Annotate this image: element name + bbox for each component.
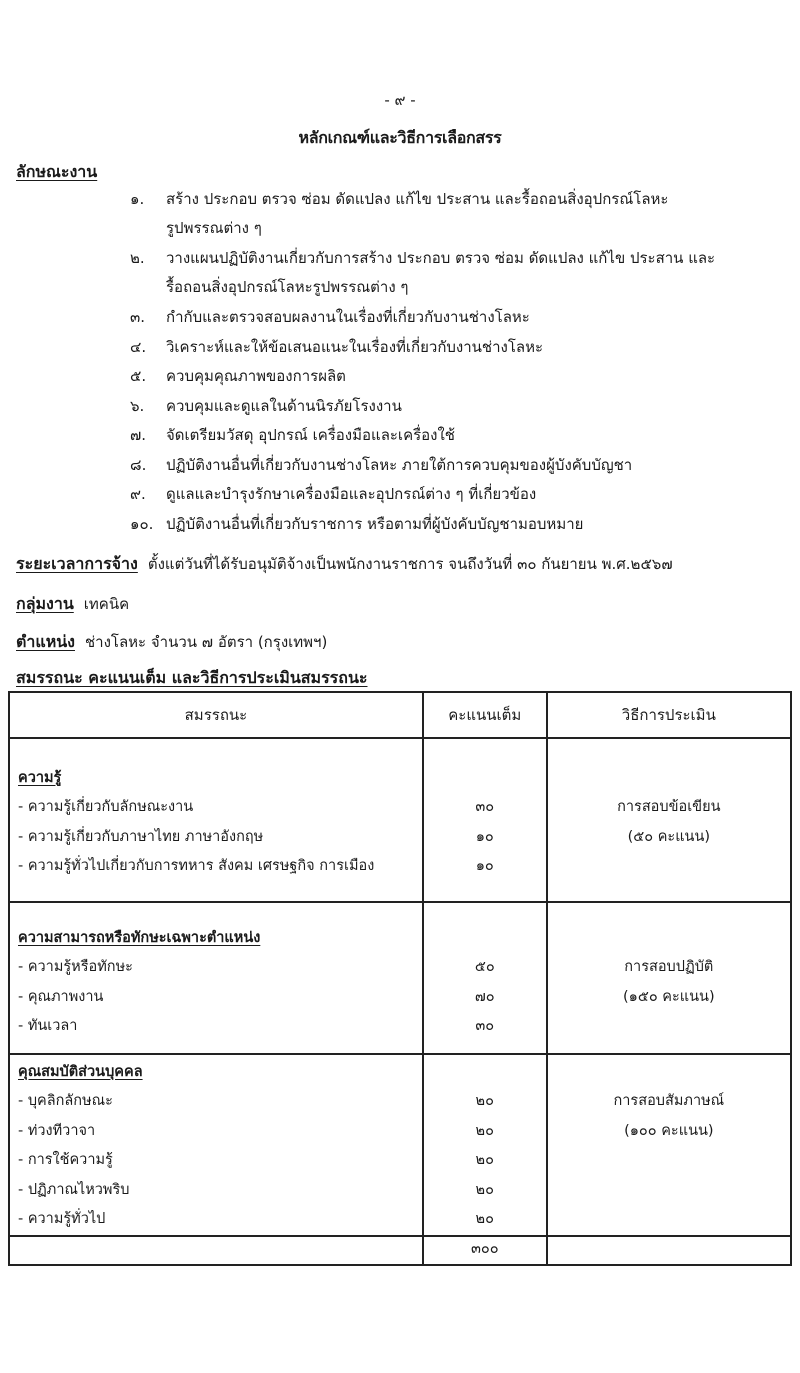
table-row: [9, 902, 791, 1054]
position: [16, 630, 327, 655]
table-row: [9, 1054, 791, 1236]
method-points: (๑๕๐ คะแนน): [623, 988, 715, 1005]
item-name: - ปฏิภาณไหวพริบ: [18, 1181, 130, 1198]
job-item-2-cont: รื้อถอนสิ่งอุปกรณ์โลหะรูปพรรณต่าง ๆ: [166, 278, 409, 296]
group-title: ความรู้: [18, 770, 62, 786]
method-points: (๑๐๐ คะแนน): [624, 1122, 714, 1139]
item-text: ดูแลและบำรุงรักษาเครื่องมือและอุปกรณ์ต่าง ๆ ที่เกี่ยวข้อง: [166, 485, 537, 503]
item-name: - ความรู้เกี่ยวกับภาษาไทย ภาษาอังกฤษ: [18, 828, 264, 845]
group-knowledge-method: [547, 738, 791, 902]
group-title: ความสามารถหรือทักษะเฉพาะตำแหน่ง: [18, 930, 261, 946]
position-label: ตำแหน่ง: [16, 632, 75, 651]
total-method-cell: [547, 1236, 791, 1265]
item-score: ๓๐: [475, 1018, 495, 1034]
item-name: - บุคลิกลักษณะ: [18, 1093, 113, 1109]
item-number: ๖.: [130, 397, 145, 415]
method-points: (๕๐ คะแนน): [627, 828, 711, 845]
item-score: ๕๐: [474, 959, 495, 975]
item-score: ๑๐: [475, 828, 494, 845]
item-name: - ทันเวลา: [18, 1018, 78, 1034]
total-label-cell: [9, 1236, 423, 1265]
item-name: - ความรู้ทั่วไป: [18, 1211, 106, 1227]
item-number: ๗.: [130, 426, 147, 444]
item-score: ๓๐: [475, 799, 495, 815]
item-text: วางแผนปฏิบัติงานเกี่ยวกับการสร้าง ประกอบ ตรวจ ซ่อม ดัดแปลง แก้ไข ประสาน และ: [166, 249, 716, 267]
method-name: การสอบข้อเขียน: [617, 799, 721, 815]
group-personal-scores: [423, 1054, 547, 1236]
item-number: ๑๐.: [130, 515, 154, 533]
job-description-label: ลักษณะงาน: [16, 162, 98, 181]
item-score: ๒๐: [475, 1152, 494, 1168]
position-value: ช่างโลหะ จำนวน ๗ อัตรา (กรุงเทพฯ): [84, 633, 328, 651]
header-full-score: คะแนนเต็ม: [423, 692, 547, 738]
job-item-2: [130, 246, 715, 270]
employment-period: [16, 552, 673, 577]
job-item-5: [130, 364, 346, 388]
item-number: ๒.: [130, 249, 145, 267]
item-score: ๒๐: [475, 1211, 494, 1227]
item-score: ๒๐: [475, 1093, 494, 1109]
item-name: - ท่วงทีวาจา: [18, 1122, 96, 1139]
table-row: [9, 738, 791, 902]
job-item-3: [130, 305, 530, 329]
employment-period-label: ระยะเวลาการจ้าง: [16, 554, 138, 573]
job-item-1: [130, 187, 668, 211]
group-knowledge-scores: [423, 738, 547, 902]
competency-section-label: สมรรถนะ คะแนนเต็ม และวิธีการประเมินสมรรถนะ: [16, 668, 368, 687]
work-group-label: กลุ่มงาน: [16, 594, 74, 613]
method-name: การสอบปฏิบัติ: [624, 959, 714, 975]
competency-table: [8, 691, 792, 1266]
page-number: - ๙ -: [384, 91, 416, 109]
item-score: ๑๐: [475, 858, 494, 874]
page-title: หลักเกณฑ์และวิธีการเลือกสรร: [298, 128, 502, 147]
job-item-8: [130, 453, 632, 477]
header-competency: สมรรถนะ: [9, 692, 423, 738]
group-skills-method: [547, 902, 791, 1054]
job-item-1-cont: รูปพรรณต่าง ๆ: [166, 219, 262, 237]
item-number: ๔.: [130, 338, 147, 356]
item-score: ๒๐: [475, 1181, 494, 1198]
group-title: คุณสมบัติส่วนบุคคล: [18, 1064, 143, 1080]
item-name: - ความรู้ทั่วไปเกี่ยวกับการทหาร สังคม เศรษฐกิจ การเมือง: [18, 858, 375, 874]
table-header-row: [9, 692, 791, 738]
item-text: กำกับและตรวจสอบผลงานในเรื่องที่เกี่ยวกับงานช่างโลหะ: [166, 308, 530, 326]
item-name: - คุณภาพงาน: [18, 988, 104, 1005]
group-knowledge: [9, 738, 423, 902]
table-total-row: [9, 1236, 791, 1265]
item-text: ปฏิบัติงานอื่นที่เกี่ยวกับราชการ หรือตามที่ผู้บังคับบัญชามอบหมาย: [166, 515, 584, 533]
job-item-4: [130, 335, 543, 359]
item-score: ๗๐: [474, 988, 495, 1005]
item-number: ๙.: [130, 485, 146, 503]
group-personal: [9, 1054, 423, 1236]
item-number: ๘.: [130, 456, 147, 474]
item-text: ควบคุมคุณภาพของการผลิต: [166, 367, 346, 385]
item-text: สร้าง ประกอบ ตรวจ ซ่อม ดัดแปลง แก้ไข ประสาน และรื้อถอนสิ่งอุปกรณ์โลหะ: [166, 190, 669, 208]
item-text: วิเคราะห์และให้ข้อเสนอแนะในเรื่องที่เกี่ยวกับงานช่างโลหะ: [166, 338, 544, 356]
job-item-9: [130, 482, 536, 506]
item-text: ปฏิบัติงานอื่นที่เกี่ยวกับงานช่างโลหะ ภายใต้การควบคุมของผู้บังคับบัญชา: [166, 456, 633, 474]
item-text: จัดเตรียมวัสดุ อุปกรณ์ เครื่องมือและเครื่องใช้: [166, 426, 455, 444]
job-item-7: [130, 423, 455, 447]
group-skills: [9, 902, 423, 1054]
item-name: - การใช้ความรู้: [18, 1152, 113, 1168]
job-item-10: [130, 512, 583, 536]
item-number: ๓.: [130, 308, 146, 326]
group-skills-scores: [423, 902, 547, 1054]
item-name: - ความรู้หรือทักษะ: [18, 959, 133, 975]
item-score: ๒๐: [475, 1122, 494, 1139]
item-number: ๕.: [130, 367, 147, 385]
total-score: ๓๐๐: [423, 1236, 547, 1265]
job-item-6: [130, 394, 402, 418]
item-text: ควบคุมและดูแลในด้านนิรภัยโรงงาน: [166, 397, 402, 415]
item-name: - ความรู้เกี่ยวกับลักษณะงาน: [18, 799, 194, 815]
work-group: [16, 592, 129, 617]
header-method: วิธีการประเมิน: [547, 692, 791, 738]
employment-period-value: ตั้งแต่วันที่ได้รับอนุมัติจ้างเป็นพนักงานราชการ จนถึงวันที่ ๓๐ กันยายน พ.ศ.๒๕๖๗: [147, 555, 673, 573]
item-number: ๑.: [130, 190, 145, 208]
work-group-value: เทคนิค: [83, 595, 130, 613]
group-personal-method: [547, 1054, 791, 1236]
method-name: การสอบสัมภาษณ์: [613, 1093, 725, 1109]
